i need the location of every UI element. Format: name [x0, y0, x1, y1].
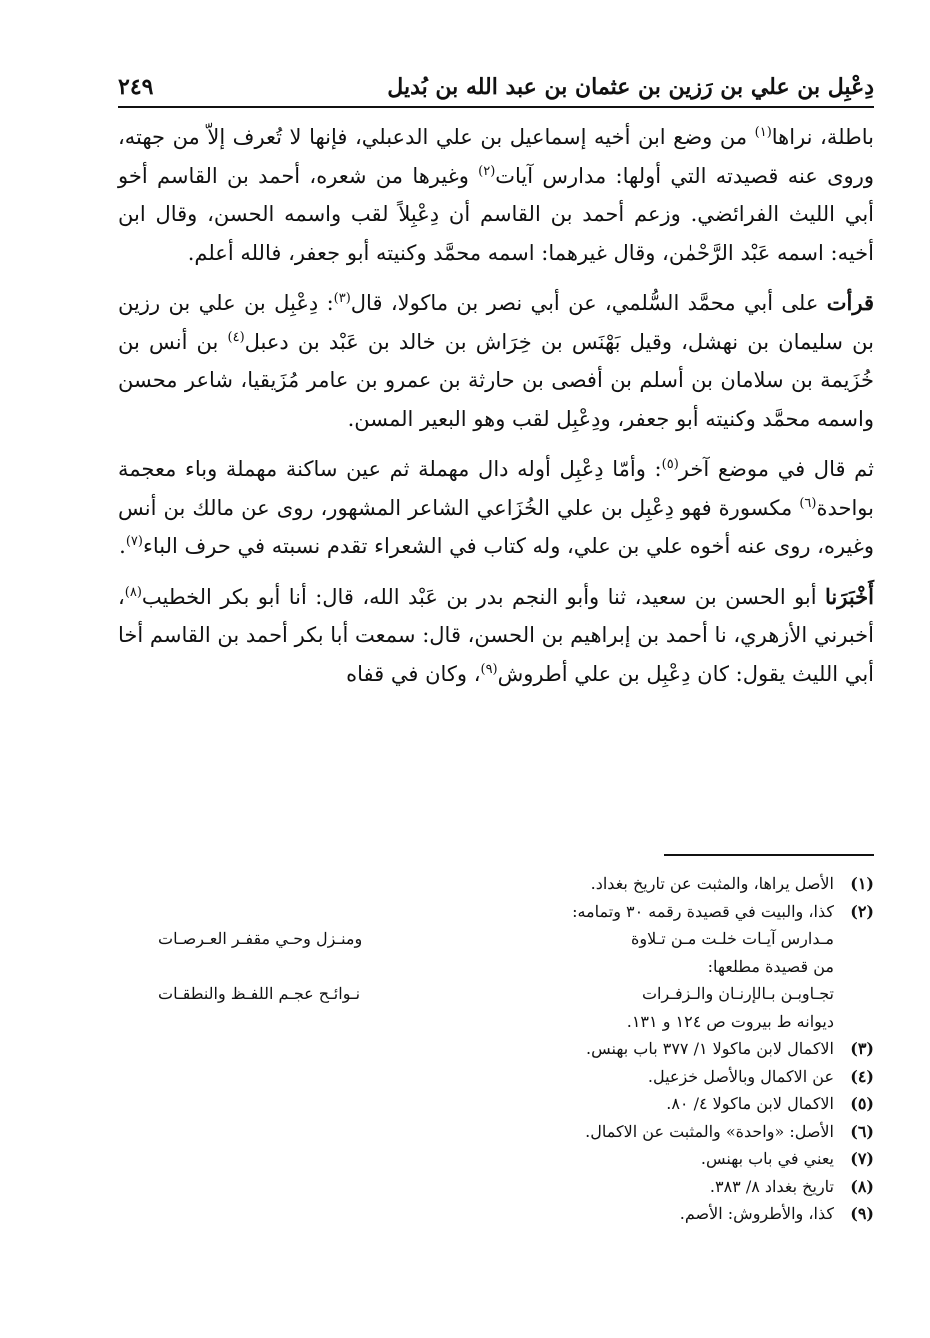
- footnote-number: (٧): [850, 1149, 874, 1168]
- footnote-item: [118, 1035, 874, 1063]
- footnote-number: (٦): [850, 1121, 874, 1141]
- verse-line: [118, 980, 874, 1008]
- text-segment: على أبي محمَّد السُّلمي، عن أبي نصر بن ماكولا، قال: [350, 291, 827, 315]
- footnote-ref: (٦): [799, 495, 817, 511]
- footnote-item: [118, 898, 874, 926]
- text-segment: مكسورة فهو دِعْبِل بن علي الخُزَاعي الشاعر المشهور، روى عن مالك بن أنس وغيره، روى عنه أخوه علي بن علي، وله كتاب في الشعراء تقدم نسبته في حرف الباء: [118, 495, 874, 558]
- paragraph: [118, 118, 874, 272]
- header-title: دِعْبِل بن علي بن رَزين بن عثمان بن عبد الله بن بُديل: [387, 74, 874, 100]
- text-segment: باطلة، نراها: [771, 125, 874, 149]
- footnote-number: (٨): [850, 1176, 874, 1196]
- footnote-ref: (١): [754, 125, 772, 140]
- text-segment: .: [119, 534, 126, 558]
- paragraph: [118, 284, 874, 438]
- footnote-item: [118, 1090, 874, 1118]
- footnote-text: كذا، والأطروش: الأصم.: [679, 1204, 834, 1223]
- footnote-number: (٥): [850, 1094, 874, 1113]
- footnote-text: الاكمال لابن ماكولا ٤/ ٨٠.: [666, 1094, 834, 1113]
- footnote-text: ديوانه ط بيروت ص ١٢٤ و ١٣١.: [626, 1011, 834, 1031]
- footnote-item: [118, 1145, 874, 1173]
- text-segment: أبو الحسن بن سعيد، ثنا وأبو النجم بدر بن عَبْد الله، قال: أنا أبو بكر الخطيب: [141, 584, 826, 609]
- verse-hemistich: تجـاوبـن بـالإرنـان والـزفـرات: [641, 984, 834, 1003]
- footnote-text: الاكمال لابن ماكولا ١/ ٣٧٧ باب بهنس.: [586, 1039, 834, 1058]
- text-segment: من وضع ابن أخيه إسماعيل بن علي الدعبلي، فإنها لا تُعرف إلاّ من جهته، وروى عنه قصيدته التي أولها: مدارس آيات: [118, 125, 874, 188]
- page-number: ٢٤٩: [118, 74, 154, 100]
- footnote-item: [118, 1173, 874, 1201]
- main-text: [118, 118, 874, 705]
- text-segment: ثم قال في موضع آخر: [678, 457, 874, 481]
- footnote-ref: (٥): [661, 457, 679, 472]
- footnote-ref: (٧): [125, 534, 143, 549]
- footnote-text: كذا، والبيت في قصيدة رقمه ٣٠ وتمامه:: [572, 901, 834, 921]
- verse-hemistich: نـوائـح عجـم اللفـظ والنطقـات: [158, 984, 361, 1003]
- footnote-ref: (٩): [480, 661, 498, 677]
- footnote-item: [118, 1063, 874, 1091]
- text-segment: ، وكان في قفاه: [346, 661, 481, 686]
- footnote-ref: (٨): [124, 584, 142, 600]
- footnote-text: الأصل: «واحدة» والمثبت عن الاكمال.: [585, 1121, 834, 1141]
- lead-word: أَخْبَرَنا: [825, 583, 874, 609]
- footnote-item: [118, 1118, 874, 1146]
- footnote-number: (٢): [850, 901, 874, 921]
- paragraph: [118, 450, 874, 566]
- verse-hemistich: مـدارس آيـات خلـت مـن تـلاوة: [630, 929, 834, 948]
- footnote-text: الأصل يراها، والمثبت عن تاريخ بغداد.: [590, 874, 834, 893]
- footnote-divider: [664, 854, 874, 856]
- footnote-text: يعني في باب بهنس.: [700, 1149, 834, 1168]
- verse-hemistich: ومنـزل وحـي مقفـر العـرصـات: [158, 929, 363, 948]
- footnote-ref: (٢): [478, 163, 496, 179]
- footnote-item: [118, 1200, 874, 1228]
- text-segment: : وأمّا دِعْبِل أوله دال مهملة ثم عين ساكنة مهملة وباء معجمة بواحدة: [118, 457, 874, 520]
- verse-line: [118, 925, 874, 953]
- text-segment: ، أخبرني الأزهري، نا أحمد بن إبراهيم بن الحسن، قال: سمعت أبا بكر أحمد بن القاسم أخا أبي الليث يقول: كان دِعْبِل بن علي أطروش: [118, 584, 874, 686]
- footnote-number: (٣): [850, 1039, 874, 1058]
- footnote-text: من قصيدة مطلعها:: [707, 956, 834, 976]
- footnote-number: (٩): [850, 1204, 874, 1223]
- footnote-item: [118, 870, 874, 898]
- running-header: [118, 66, 874, 108]
- footnote-text: عن الاكمال وبالأصل خزعيل.: [647, 1066, 834, 1086]
- footnote-text: تاريخ بغداد ٨/ ٣٨٣.: [709, 1176, 834, 1196]
- text-segment: بن أنس بن خُزَيمة بن سلامان بن أسلم بن أفصى بن حارثة بن عمرو بن عامر مُزَيقيا، شاعر محسن واسمه محمَّد وكنيته أبو جعفر، ودِعْبِل لقب وهو البعير المسن.: [118, 329, 874, 431]
- footnote-ref: (٤): [227, 329, 245, 345]
- footnotes: [118, 870, 874, 1228]
- footnote-number: (٤): [850, 1066, 874, 1086]
- footnote-number: (١): [850, 874, 874, 893]
- text-segment: وغيرها من شعره، أحمد بن القاسم أخو أبي الليث الفرائضي. وزعم أحمد بن القاسم أن دِعْبِلاً لقب واسمه الحسن، وقال ابن أخيه: اسمه عَبْد الرَّحْمٰن، وقال غيرهما: اسمه محمَّد وكنيته أبو جعفر، فالله أعلم.: [118, 163, 874, 265]
- footnote-ref: (٣): [333, 291, 351, 306]
- text-segment: : دِعْبِل بن علي بن رزين بن سليمان بن نهشل، وقيل بَهْنَس بن خِرَاش بن خالد بن عَبْد بن دعبل: [118, 291, 874, 354]
- lead-word: قرأت: [826, 290, 874, 315]
- paragraph: [118, 578, 874, 694]
